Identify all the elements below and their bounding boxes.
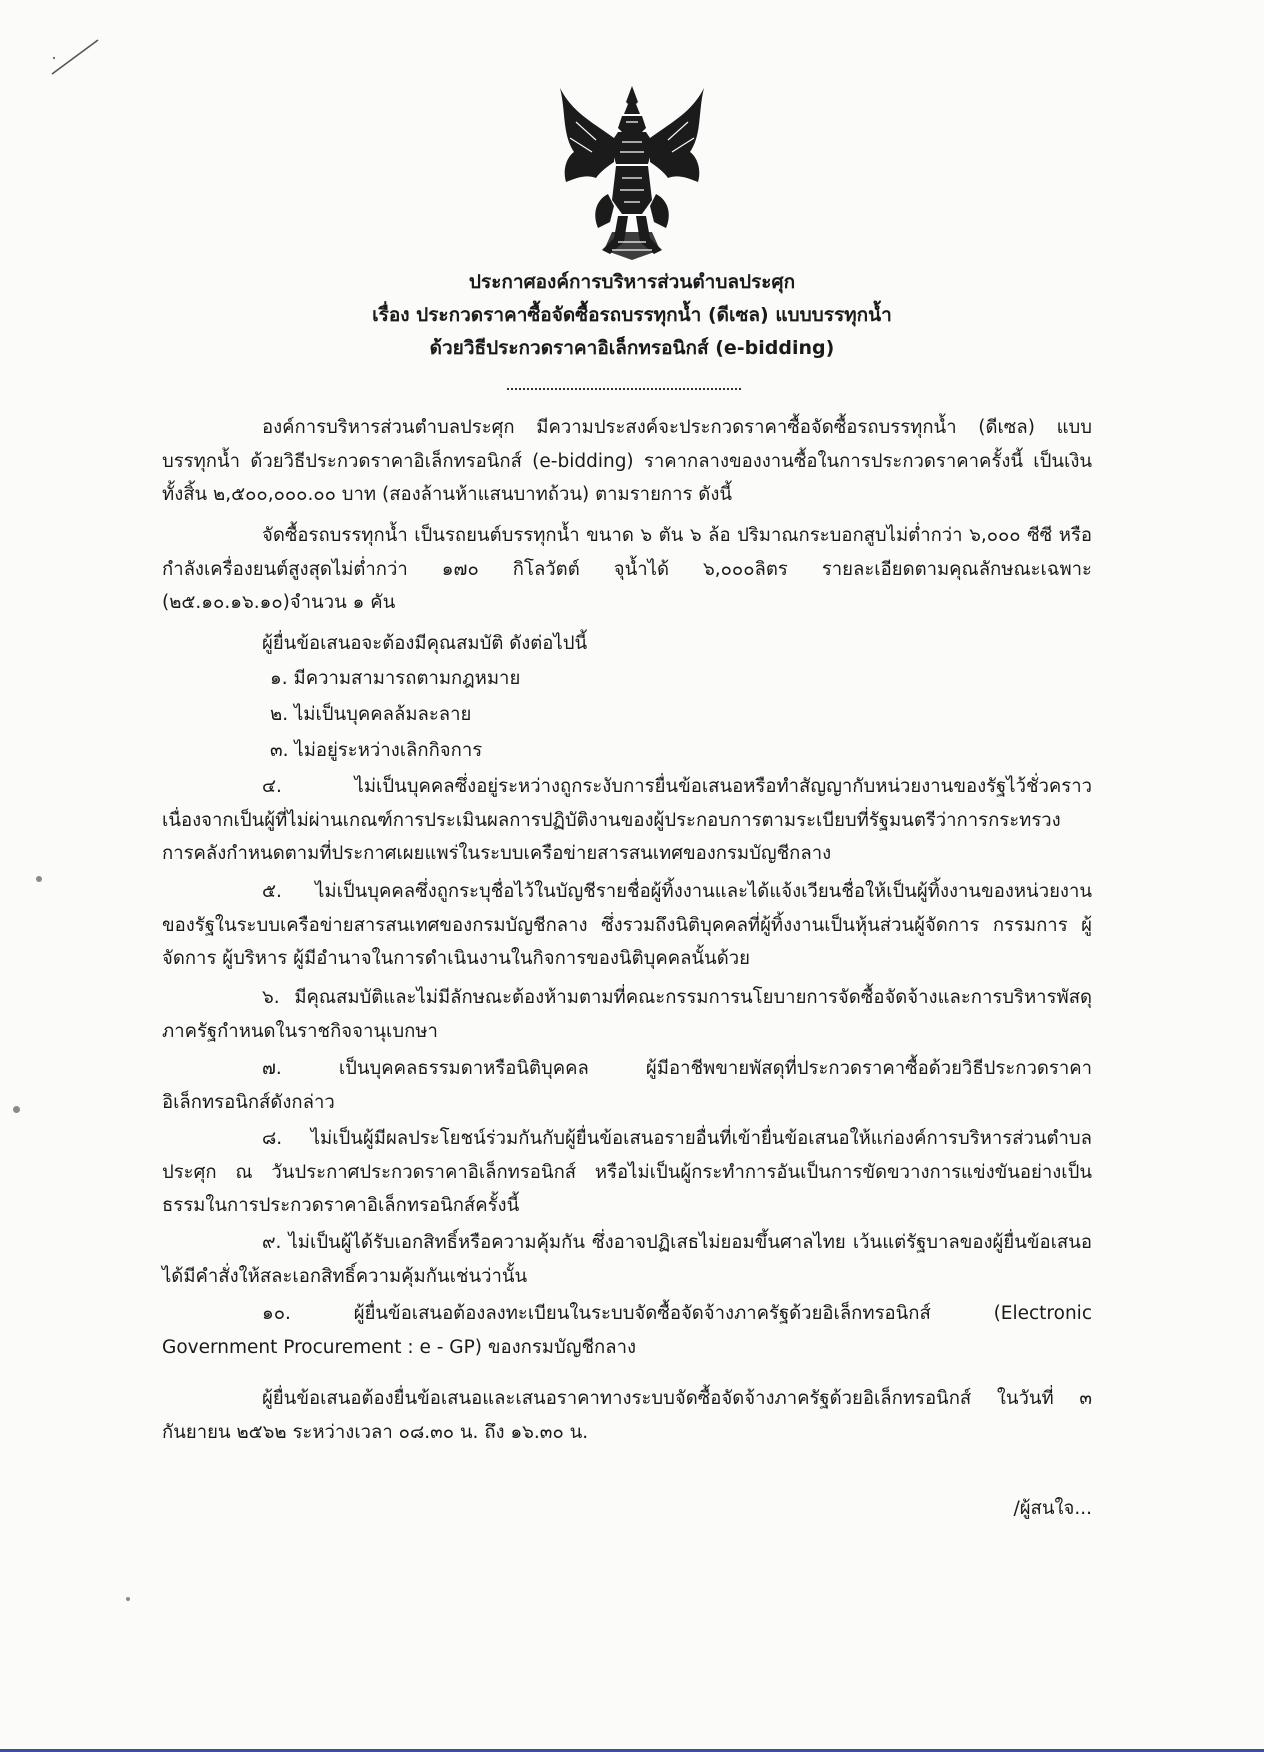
intro-paragraph: องค์การบริหารส่วนตำบลประศุก มีความประสงค์จะประกวดราคาซื้อจัดซื้อรถบรรทุกน้ำ (ดีเซล) แบบบรรทุกน้ำ ด้วยวิธีประกวดราคาอิเล็กทรอนิกส์ (e-bidding) ราคากลางของงานซื้อในการประกวดราคาครั้งนี้ เป็นเงินทั้งสิ้น ๒,๕๐๐,๐๐๐.๐๐ บาท (สองล้านห้าแสนบาทถ้วน) ตามรายการ ดังนี้ (162, 417, 1092, 505)
qualification-item: ๙. ไม่เป็นผู้ได้รับเอกสิทธิ์หรือความคุ้มกัน ซึ่งอาจปฏิเสธไม่ยอมขึ้นศาลไทย เว้นแต่รัฐบาลของผู้ยื่นข้อเสนอได้มีคำสั่งให้สละเอกสิทธิ์ความคุ้มกันเช่นว่านั้น (162, 1232, 1092, 1287)
header-title: ประกาศองค์การบริหารส่วนตำบลประศุก (468, 271, 796, 293)
spec-paragraph: จัดซื้อรถบรรทุกน้ำ เป็นรถยนต์บรรทุกน้ำ ขนาด ๖ ตัน ๖ ล้อ ปริมาณกระบอกสูบไม่ต่ำกว่า ๖,๐๐๐ ซีซี หรือกำลังเครื่องยนต์สูงสุดไม่ต่ำกว่า ๑๗๐ กิโลวัตต์ จุน้ำได้ ๖,๐๐๐ลิตร รายละเอียดตามคุณลักษณะเฉพาะ (๒๕.๑๐.๑๖.๑๐)จำนวน ๑ คัน (162, 525, 1092, 613)
announcement-header (150, 266, 1114, 365)
header-method: ด้วยวิธีประกวดราคาอิเล็กทรอนิกส์ (e-bidding) (429, 337, 835, 359)
scan-mark (50, 38, 100, 76)
qualification-item: ๕. ไม่เป็นบุคคลซึ่งถูกระบุชื่อไว้ในบัญชีรายชื่อผู้ทิ้งงานและได้แจ้งเวียนชื่อให้เป็นผู้ทิ้งงานของหน่วยงานของรัฐในระบบเครือข่ายสารสนเทศของกรมบัญชีกลาง ซึ่งรวมถึงนิติบุคคลที่ผู้ทิ้งงานเป็นหุ้นส่วนผู้จัดการ กรรมการ ผู้จัดการ ผู้บริหาร ผู้มีอำนาจในการดำเนินงานในกิจการของนิติบุคคลนั้นด้วย (162, 881, 1092, 969)
qualification-item: ๑๐. ผู้ยื่นข้อเสนอต้องลงทะเบียนในระบบจัดซื้อจัดจ้างภาครัฐด้วยอิเล็กทรอนิกส์ (Electronic Government Procurement : e - GP) ของกรมบัญชีกลาง (162, 1303, 1092, 1358)
garuda-emblem (552, 82, 712, 264)
scan-speck (13, 1106, 20, 1113)
submission-paragraph: ผู้ยื่นข้อเสนอต้องยื่นข้อเสนอและเสนอราคาทางระบบจัดซื้อจัดจ้างภาครัฐด้วยอิเล็กทรอนิกส์ ในวันที่ ๓ กันยายน ๒๕๖๒ ระหว่างเวลา ๐๘.๓๐ น. ถึง ๑๖.๓๐ น. (162, 1388, 1092, 1443)
qualification-item: ๒. ไม่เป็นบุคคลล้มละลาย (270, 704, 472, 725)
qualification-item: ๔. ไม่เป็นบุคคลซึ่งอยู่ระหว่างถูกระงับการยื่นข้อเสนอหรือทำสัญญากับหน่วยงานของรัฐไว้ชั่วคราว เนื่องจากเป็นผู้ที่ไม่ผ่านเกณฑ์การประเมินผลการปฏิบัติงานของผู้ประกอบการตามระเบียบที่รัฐมนตรีว่าการกระทรวงการคลังกำหนดตามที่ประกาศเผยแพร่ในระบบเครือข่ายสารสนเทศของกรมบัญชีกลาง (162, 776, 1092, 864)
scan-speck (126, 1597, 130, 1601)
qualification-item: ๖. มีคุณสมบัติและไม่มีลักษณะต้องห้ามตามที่คณะกรรมการนโยบายการจัดซื้อจัดจ้างและการบริหารพัสดุภาครัฐกำหนดในราชกิจจานุเบกษา (162, 987, 1092, 1042)
scan-speck (36, 876, 42, 882)
header-separator (507, 388, 741, 392)
qualification-item: ๘. ไม่เป็นผู้มีผลประโยชน์ร่วมกันกับผู้ยื่นข้อเสนอรายอื่นที่เข้ายื่นข้อเสนอให้แก่องค์การบริหารส่วนตำบลประศุก ณ วันประกาศประกวดราคาอิเล็กทรอนิกส์ หรือไม่เป็นผู้กระทำการอันเป็นการขัดขวางการแข่งขันอย่างเป็นธรรมในการประกวดราคาอิเล็กทรอนิกส์ครั้งนี้ (162, 1128, 1092, 1216)
qualification-item: ๑. มีความสามารถตามกฎหมาย (270, 668, 521, 689)
qualification-item: ๓. ไม่อยู่ระหว่างเลิกกิจการ (270, 740, 483, 761)
continuation-marker: /ผู้สนใจ... (1013, 1498, 1092, 1519)
header-subject: เรื่อง ประกวดราคาซื้อจัดซื้อรถบรรทุกน้ำ (ดีเซล) แบบบรรทุกน้ำ (372, 304, 892, 326)
qualification-item: ๗. เป็นบุคคลธรรมดาหรือนิติบุคคล ผู้มีอาชีพขายพัสดุที่ประกวดราคาซื้อด้วยวิธีประกวดราคาอิเล็กทรอนิกส์ดังกล่าว (162, 1058, 1092, 1113)
qualification-intro: ผู้ยื่นข้อเสนอจะต้องมีคุณสมบัติ ดังต่อไปนี้ (262, 633, 588, 654)
header-separator-text (507, 372, 741, 383)
